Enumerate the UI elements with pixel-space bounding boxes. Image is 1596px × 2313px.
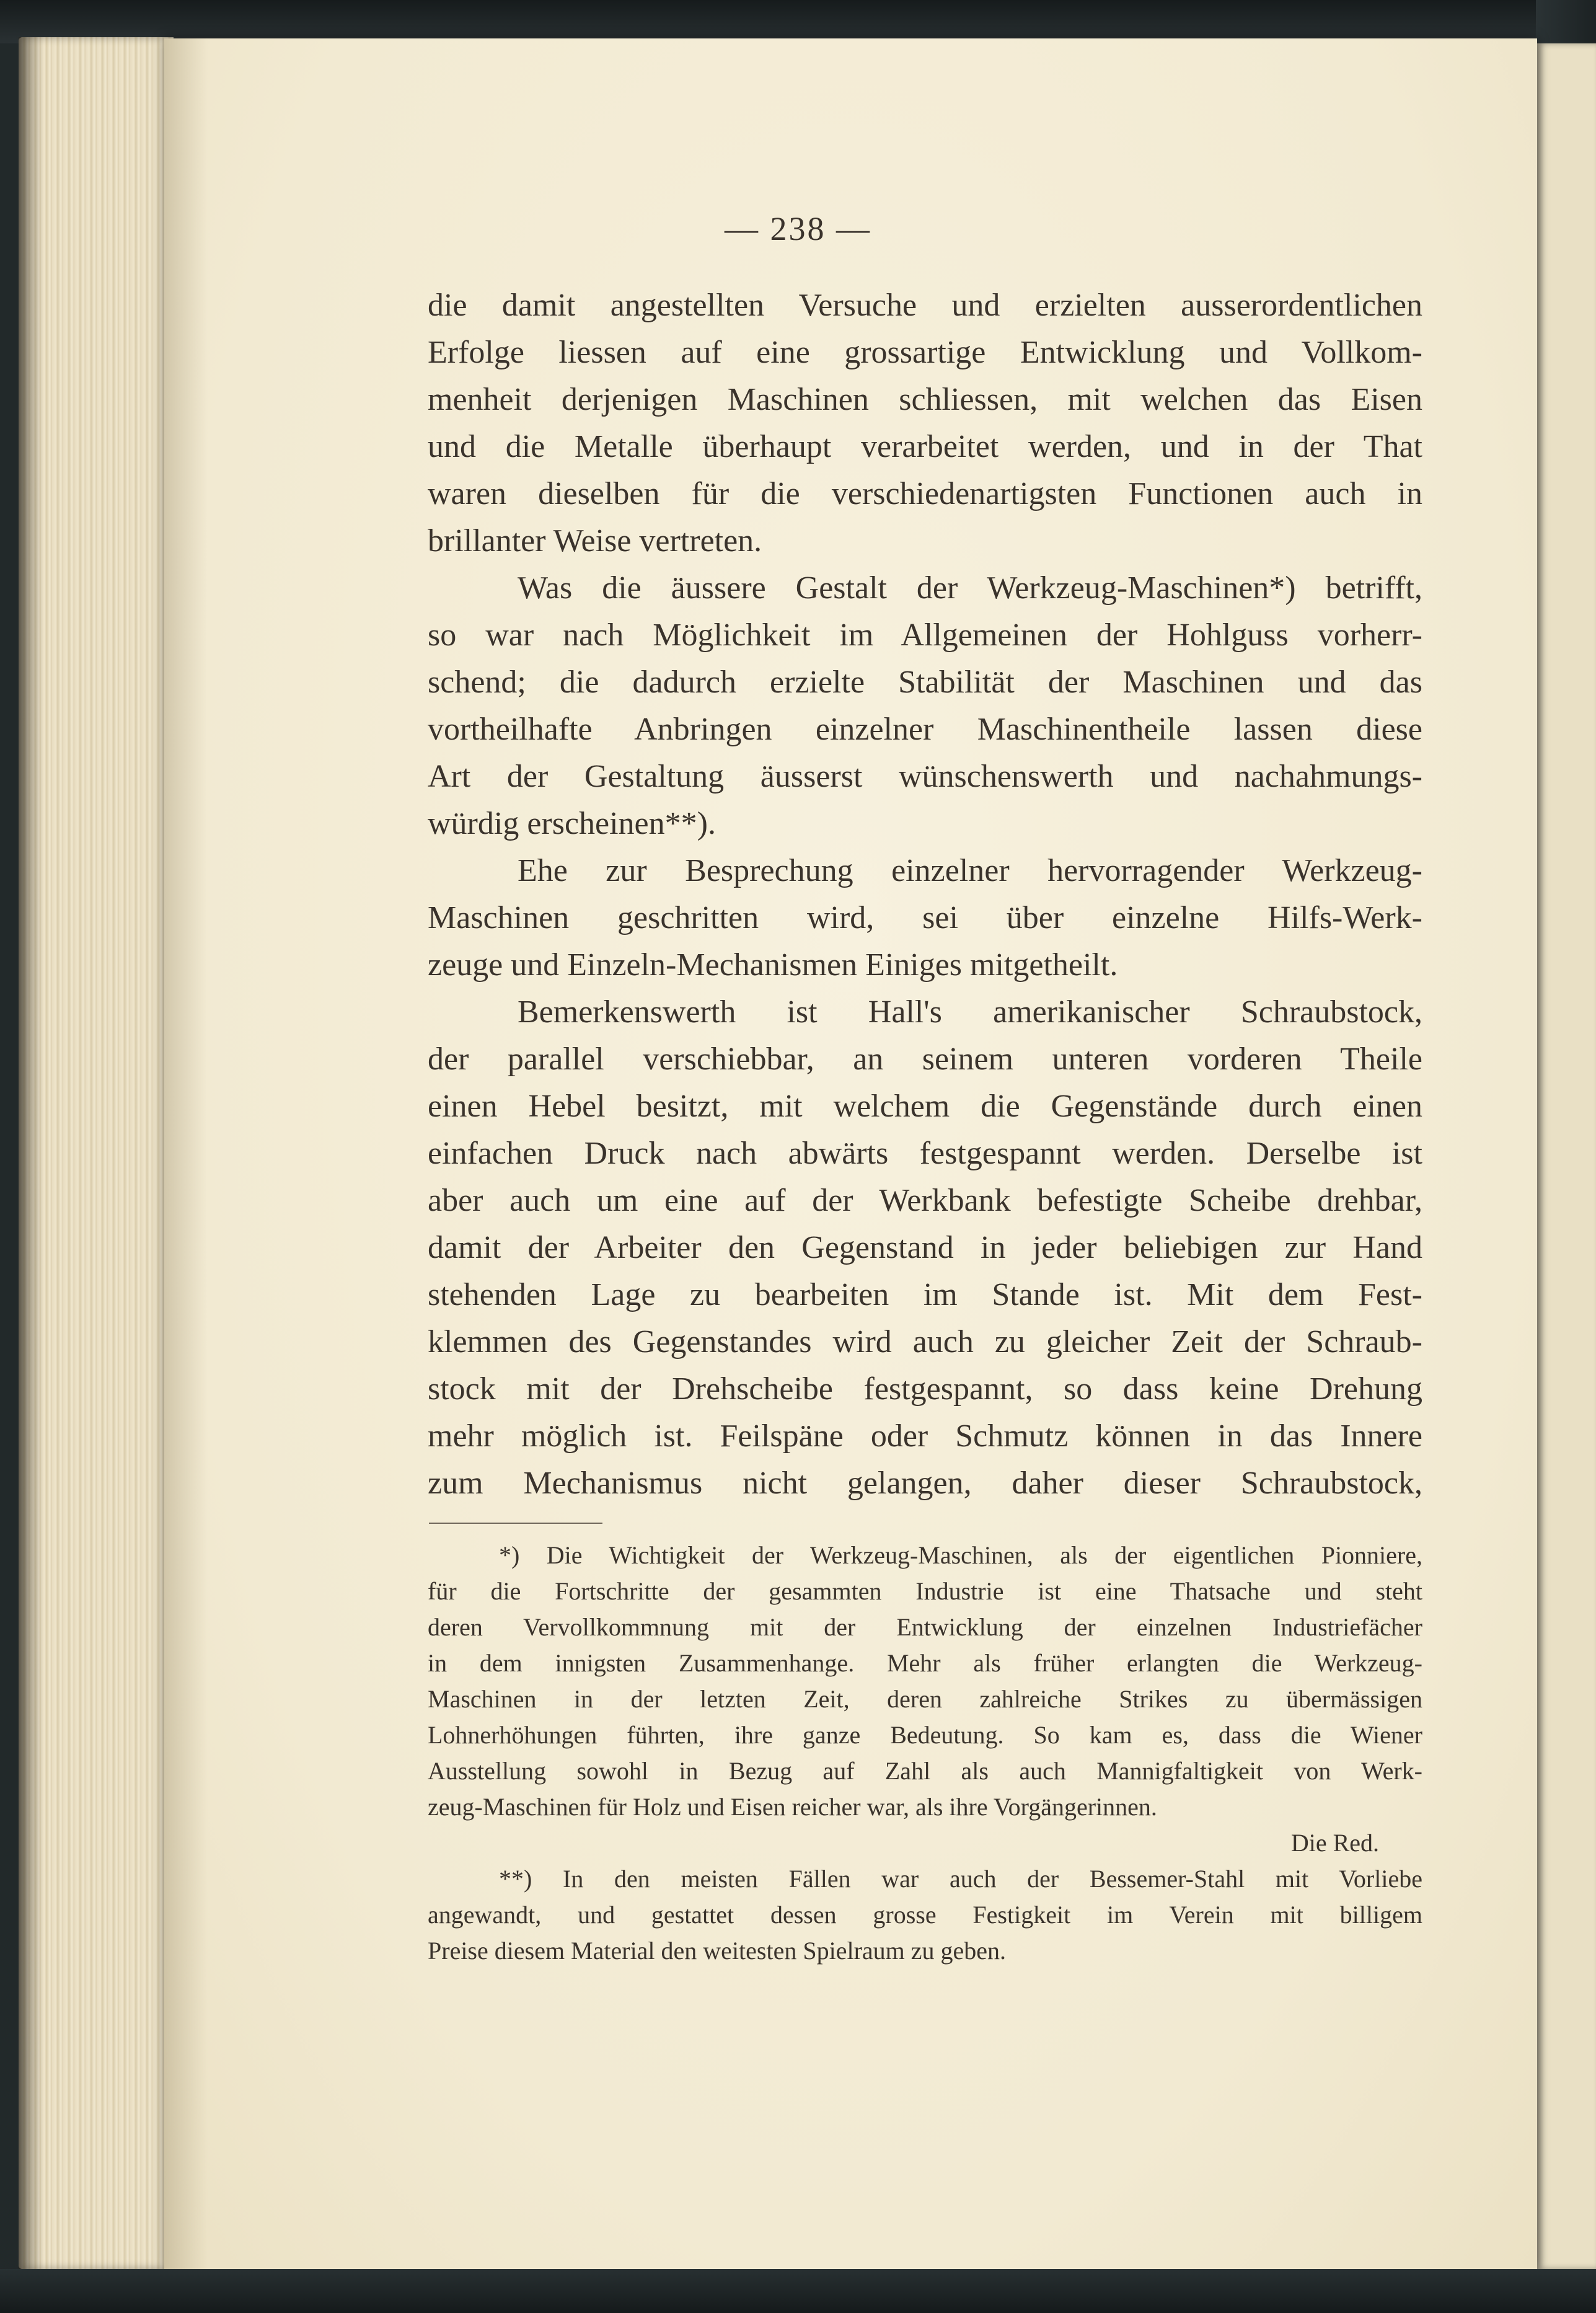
body-text-line: die damit angestellten Versuche und erzielten ausserordentlichen <box>428 288 1422 323</box>
body-text-line: mehr möglich ist. Feilspäne oder Schmutz können in das Innere <box>428 1418 1422 1454</box>
body-text-line: damit der Arbeiter den Gegenstand in jeder beliebigen zur Hand <box>428 1230 1422 1265</box>
body-text-line: Ehe zur Besprechung einzelner hervorragender Werkzeug- <box>518 853 1422 888</box>
body-text-line: einfachen Druck nach abwärts festgespannt werden. Derselbe ist <box>428 1136 1422 1171</box>
footnote-text-line: **) In den meisten Fällen war auch der Bessemer-Stahl mit Vorliebe <box>499 1865 1422 1893</box>
main-text-block <box>428 282 1422 1507</box>
footnote-text-line: zeug-Maschinen für Holz und Eisen reicher war, als ihre Vorgängerinnen. <box>428 1793 1157 1821</box>
body-text-line: der parallel verschiebbar, an seinem unteren vorderen Theile <box>428 1042 1422 1077</box>
footnote-text-line: für die Fortschritte der gesammten Industrie ist eine Thatsache und steht <box>428 1577 1422 1605</box>
body-text-line: zeuge und Einzeln-Mechanismen Einiges mitgetheilt. <box>428 947 1118 983</box>
footnote-signature: Die Red. <box>1290 1829 1379 1857</box>
body-text-line: Erfolge liessen auf eine grossartige Entwicklung und Vollkom- <box>428 335 1422 370</box>
body-text-line: zum Mechanismus nicht gelangen, daher dieser Schraubstock, <box>428 1466 1422 1501</box>
footnote-text-line: Lohnerhöhungen führten, ihre ganze Bedeutung. So kam es, dass die Wiener <box>428 1721 1422 1749</box>
body-text-line: waren dieselben für die verschiedenartigsten Functionen auch in <box>428 476 1422 511</box>
footnote-text-line: deren Vervollkommnung mit der Entwicklung der einzelnen Industriefächer <box>428 1613 1422 1641</box>
body-text-line: Bemerkenswerth ist Hall's amerikanischer Schraubstock, <box>518 994 1422 1030</box>
footnote-text-line: Preise diesem Material den weitesten Spielraum zu geben. <box>428 1937 1007 1965</box>
book-cover-top-edge <box>0 0 1596 43</box>
footnote-text-line: Ausstellung sowohl in Bezug auf Zahl als auch Mannigfaltigkeit von Werk- <box>428 1757 1422 1785</box>
body-text-line: klemmen des Gegenstandes wird auch zu gleicher Zeit der Schraub- <box>428 1324 1422 1360</box>
body-text-line: vortheilhafte Anbringen einzelner Maschinentheile lassen diese <box>428 712 1422 747</box>
facing-page-edge <box>1537 43 1596 2269</box>
body-text-line: einen Hebel besitzt, mit welchem die Gegenstände durch einen <box>428 1089 1422 1124</box>
body-text-line: und die Metalle überhaupt verarbeitet werden, und in der That <box>428 429 1422 464</box>
footnote-text-line: *) Die Wichtigkeit der Werkzeug-Maschinen, als der eigentlichen Pionniere, <box>499 1541 1422 1569</box>
footnote-separator-rule <box>429 1523 602 1524</box>
book-cover-bottom-edge <box>0 2269 1596 2313</box>
body-text-line: schend; die dadurch erzielte Stabilität der Maschinen und das <box>428 665 1422 700</box>
footnote-text-line: Maschinen in der letzten Zeit, deren zahlreiche Strikes zu übermässigen <box>428 1685 1422 1713</box>
body-text-line: stehenden Lage zu bearbeiten im Stande ist. Mit dem Fest- <box>428 1277 1422 1312</box>
body-text-line: menheit derjenigen Maschinen schliessen, mit welchen das Eisen <box>428 382 1422 417</box>
body-text-line: aber auch um eine auf der Werkbank befestigte Scheibe drehbar, <box>428 1183 1422 1218</box>
footnotes-block <box>428 1537 1422 1969</box>
body-text-line: brillanter Weise vertreten. <box>428 523 762 559</box>
footnote-text-line: in dem innigsten Zusammenhange. Mehr als früher erlangten die Werkzeug- <box>428 1649 1422 1677</box>
body-text-line: Was die äussere Gestalt der Werkzeug-Maschinen*) betrifft, <box>518 570 1422 606</box>
body-text-line: so war nach Möglichkeit im Allgemeinen der Hohlguss vorherr- <box>428 617 1422 653</box>
stacked-page-edges <box>19 37 174 2269</box>
footnote-text-line: angewandt, und gestattet dessen grosse Festigkeit im Verein mit billigem <box>428 1901 1422 1929</box>
body-text-line: Art der Gestaltung äusserst wünschenswerth und nachahmungs- <box>428 759 1422 794</box>
body-text-line: Maschinen geschritten wird, sei über einzelne Hilfs-Werk- <box>428 900 1422 935</box>
body-text-line: würdig erscheinen**). <box>428 806 716 841</box>
page-number: — 238 — <box>725 210 871 247</box>
body-text-line: stock mit der Drehscheibe festgespannt, so dass keine Drehung <box>428 1371 1422 1407</box>
